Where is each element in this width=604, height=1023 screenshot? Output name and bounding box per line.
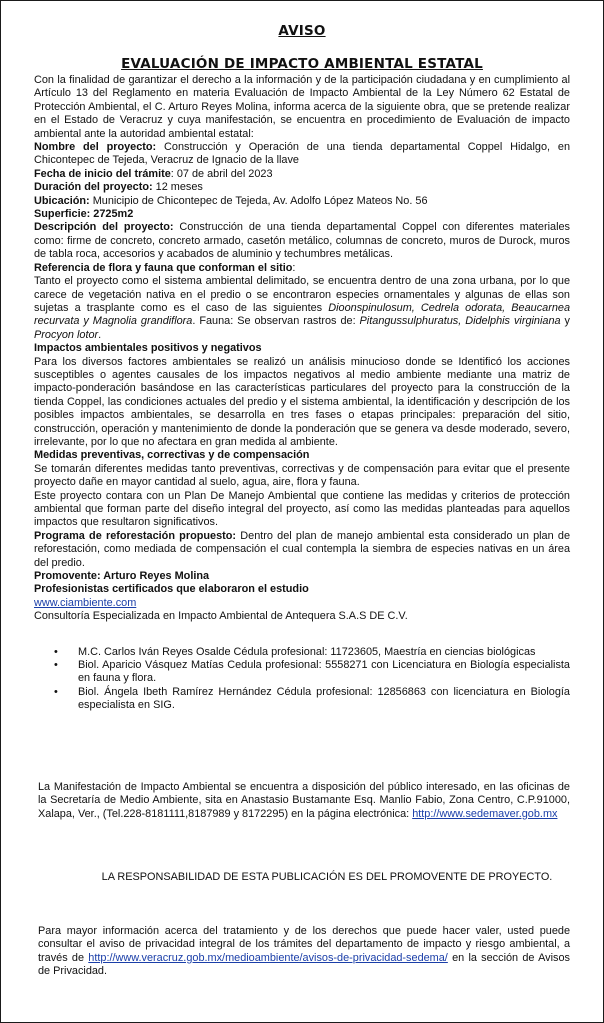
description-label: Descripción del proyecto: xyxy=(34,221,174,234)
flora-text-d: . xyxy=(98,328,102,341)
professionals-heading xyxy=(34,583,570,596)
measures-paragraph-1: Se tomarán diferentes medidas tanto preventivas, correctivas y de compensación para evitar que el presente proyecto dañe en mayor cantidad al suelo, agua, aire, flora y fauna. xyxy=(34,462,570,489)
project-name-value: Construcción y Operación de una tienda departamental Coppel Hidalgo, en Chicontepec de Tejeda, Veracruz de Ignacio de la llave xyxy=(34,141,570,167)
list-item xyxy=(34,659,570,686)
measures-heading xyxy=(34,449,570,462)
flora-label: Referencia de flora y fauna que conforman el sitio xyxy=(34,261,293,274)
sedema-link[interactable]: http://www.sedemaver.gob.mx xyxy=(412,807,558,820)
notice-body xyxy=(34,74,570,713)
privacy-text: Para mayor información acerca del tratamiento y de los derechos que puede hacer valer, usted puede consultar el aviso de privacidad integral de los trámites del departamento de impacto y riesgo ambiental, a través de xyxy=(38,925,570,964)
professionals-list xyxy=(34,646,570,713)
location-label: Ubicación: xyxy=(34,194,90,207)
bullet-icon: • xyxy=(54,645,58,658)
measures-paragraph-2: Este proyecto contara con un Plan De Manejo Ambiental que contiene las medidas y criterios de protección ambiental que forman parte del diseño integral del proyecto, así como las medidas planteadas para aquellos impactos que resultaron significativos. xyxy=(34,489,570,529)
list-item xyxy=(34,686,570,713)
location-value: Municipio de Chicontepec de Tejeda, Av. Adolfo López Mateos No. 56 xyxy=(89,194,428,207)
promoter-label: Promovente: Arturo Reyes Molina xyxy=(34,570,210,583)
flora-text-c: y xyxy=(560,315,570,328)
professional-entry: M.C. Carlos Iván Reyes Osalde Cédula profesional: 11723605, Maestría en ciencias biológicas xyxy=(78,645,536,658)
list-item xyxy=(34,646,570,659)
flora-paragraph xyxy=(34,275,570,342)
notice-title: EVALUACIÓN DE IMPACTO AMBIENTAL ESTATAL xyxy=(121,56,483,72)
reforestation-text: Dentro del plan de manejo ambiental esta considerado un plan de reforestación, como mediada de compensación el cual contempla la siembra de especies nativas en un área del predio. xyxy=(34,529,570,569)
flora-species-a: Dioonspinulosum, Cedrela odorata, Beaucarnea recurvata y Magnolia grandiflora xyxy=(34,301,570,328)
reforestation-paragraph xyxy=(34,530,570,570)
responsibility-statement: LA RESPONSABILIDAD DE ESTA PUBLICACIÓN ES DEL PROMOVENTE DE PROYECTO. xyxy=(101,871,553,883)
bullet-icon: • xyxy=(54,685,58,698)
reforestation-label: Programa de reforestación propuesto: xyxy=(34,529,237,542)
project-name-label: Nombre del proyecto: xyxy=(34,141,157,154)
start-date-value: : 07 de abril del 2023 xyxy=(170,167,273,180)
duration xyxy=(34,181,570,194)
notice-heading: AVISO xyxy=(278,23,326,39)
availability-paragraph xyxy=(38,781,570,821)
project-description xyxy=(34,221,570,261)
flora-species-c: Procyon lotor xyxy=(34,328,99,341)
availability-text: La Manifestación de Impacto Ambiental se encuentra a disposición del público interesado, en las oficinas de la Secretaría de Medio Ambiente, sita en Anastasio Bustamante Esq. Manlio Fabio, Zona Centro, C.P.91000, Xalapa, Ver., (Tel.228-8181111,8187989 y 8172295) en la página electrónica: xyxy=(38,781,570,820)
professional-entry: Biol. Aparicio Vásquez Matías Cedula profesional: 5558271 con Licenciatura en Biología especialista en fauna y flora. xyxy=(78,659,570,685)
start-date xyxy=(34,168,570,181)
flora-heading xyxy=(34,262,570,275)
impacts-paragraph: Para los diversos factores ambientales se realizó un análisis minucioso donde se Identificó los acciones susceptibles o agentes causales de los impactos negativos al medio ambiente mediante una matriz de impacto-ponderación basándose en las características particulares del proyecto para la construcción de la tienda Coppel, las condiciones actuales del predio y el sistema ambiental, la identificación y descripción de los posibles impactos ambientales, se desarrolla en tres fases o etapas principales: preparación del sitio, construcción, operación y mantenimiento de donde la ponderación que se genera va desde moderado, severo, irrelevante, por lo que no afectara en gran medida al ambiente. xyxy=(34,355,570,448)
location xyxy=(34,195,570,208)
start-date-label: Fecha de inicio del trámite xyxy=(34,167,171,180)
duration-value: 12 meses xyxy=(152,181,203,194)
intro-paragraph: Con la finalidad de garantizar el derecho a la información y de la participación ciudadana y en cumplimiento al Artículo 13 del Reglamento en materia Evaluación de Impacto Ambiental de la Ley Número 62 Estatal de Protección Ambiental, el C. Arturo Reyes Molina, informa acerca de la siguiente obra, que se pretende realizar en el Estado de Veracruz y cuya manifestación, se encuentra en procedimiento de Evaluación de impacto ambiental ante la autoridad ambiental estatal: xyxy=(34,74,570,140)
impacts-label: Impactos ambientales positivos y negativos xyxy=(34,342,262,355)
flora-text-a: Tanto el proyecto como el sistema ambiental delimitado, se encuentra dentro de una zona urbana, por lo que carece de vegetación nativa en el predio o se encontraron especies ornamentales y algunas de ellas son sujetas a trasplante como es el caso de las siguientes xyxy=(34,275,570,314)
bullet-icon: • xyxy=(54,659,58,672)
measures-label: Medidas preventivas, correctivas y de compensación xyxy=(34,449,310,462)
surface xyxy=(34,208,570,221)
company-name: Consultoría Especializada en Impacto Ambiental de Antequera S.A.S DE C.V. xyxy=(34,610,408,623)
privacy-paragraph xyxy=(38,925,570,979)
company-website-link[interactable]: www.ciambiente.com xyxy=(34,596,137,609)
surface-label: Superficie: 2725m2 xyxy=(34,208,134,221)
promoter xyxy=(34,570,570,583)
flora-species-b: Pitangussulphuratus, Didelphis virginiana xyxy=(359,315,561,328)
project-name xyxy=(34,141,570,168)
professionals-label: Profesionistas certificados que elaboraron el estudio xyxy=(34,583,309,596)
professional-entry: Biol. Ángela Ibeth Ramírez Hernández Cédula profesional: 12856863 con licenciatura en Biología especialista en SIG. xyxy=(78,685,570,712)
flora-label-suffix: : xyxy=(292,261,296,274)
privacy-suffix: en la sección de Avisos de Privacidad. xyxy=(38,951,570,978)
duration-label: Duración del proyecto: xyxy=(34,181,153,194)
description-value: Construcción de una tienda departamental Coppel con diferentes materiales como: firme de concreto, concreto armado, casetón metálico, columnas de concreto, muros de Durock, muros de tabla roca, accesorios y acabados de aluminio y techumbres metálicas. xyxy=(34,221,570,261)
privacy-link[interactable]: http://www.veracruz.gob.mx/medioambiente/avisos-de-privacidad-sedema/ xyxy=(88,951,448,964)
company-website xyxy=(34,597,570,610)
impacts-heading xyxy=(34,342,570,355)
flora-text-b: . Fauna: Se observan rastros de: xyxy=(192,315,360,328)
